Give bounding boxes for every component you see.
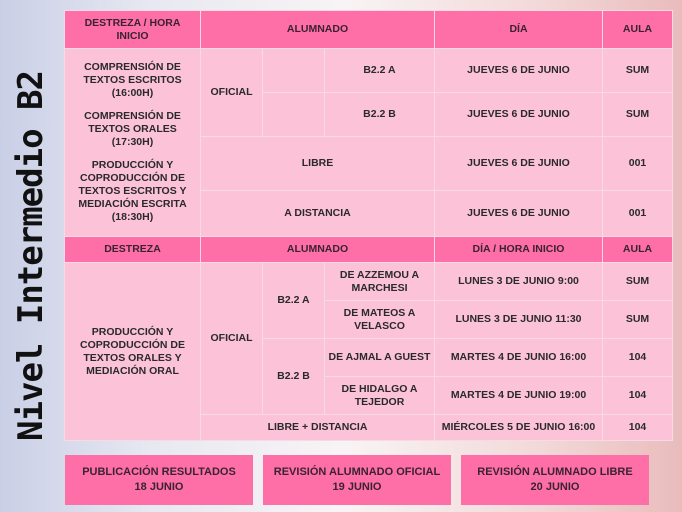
oficial-label: OFICIAL <box>201 49 263 137</box>
destreza-item: COMPRENSIÓN DE TEXTOS ORALES (17:30H) <box>84 110 181 148</box>
footer-title: REVISIÓN ALUMNADO OFICIAL <box>273 466 441 478</box>
day-cell: LUNES 3 DE JUNIO 11:30 <box>435 301 603 339</box>
header-aula: AULA <box>603 237 673 263</box>
header-aula: AULA <box>603 11 673 49</box>
table-header-row <box>65 237 673 263</box>
name-range-cell: DE MATEOS A VELASCO <box>325 301 435 339</box>
room-cell: 001 <box>603 137 673 191</box>
exam-schedule-table <box>64 10 673 441</box>
table-header-row <box>65 11 673 49</box>
destreza-written-cell <box>65 49 201 237</box>
room-cell: SUM <box>603 301 673 339</box>
footer-date: 20 JUNIO <box>530 481 580 493</box>
group-cell: B2.2 A <box>325 49 435 93</box>
room-cell: 104 <box>603 415 673 441</box>
room-cell: 001 <box>603 191 673 237</box>
room-cell: 104 <box>603 377 673 415</box>
name-range-cell: DE AJMAL A GUEST <box>325 339 435 377</box>
day-cell: MARTES 4 DE JUNIO 19:00 <box>435 377 603 415</box>
empty-cell <box>263 93 325 137</box>
footer-date: 18 JUNIO <box>134 481 184 493</box>
group-cell: A DISTANCIA <box>201 191 435 237</box>
destreza-oral-cell: PRODUCCIÓN Y COPRODUCCIÓN DE TEXTOS ORALES Y MEDIACIÓN ORAL <box>65 263 201 441</box>
header-alumnado: ALUMNADO <box>201 237 435 263</box>
name-range-cell: DE AZZEMOU A MARCHESI <box>325 263 435 301</box>
header-destreza: DESTREZA <box>65 237 201 263</box>
room-cell: SUM <box>603 263 673 301</box>
oficial-label: OFICIAL <box>201 263 263 415</box>
empty-cell <box>263 49 325 93</box>
header-destreza-hora: DESTREZA / HORA INICIO <box>65 11 201 49</box>
free-review-box <box>461 455 649 505</box>
day-cell: JUEVES 6 DE JUNIO <box>435 93 603 137</box>
room-cell: 104 <box>603 339 673 377</box>
room-cell: SUM <box>603 49 673 93</box>
vertical-title <box>0 0 62 512</box>
room-cell: SUM <box>603 93 673 137</box>
group-cell: B2.2 B <box>325 93 435 137</box>
official-review-box <box>263 455 451 505</box>
group-cell: LIBRE + DISTANCIA <box>201 415 435 441</box>
day-cell: JUEVES 6 DE JUNIO <box>435 137 603 191</box>
day-cell: MIÉRCOLES 5 DE JUNIO 16:00 <box>435 415 603 441</box>
header-dia: DÍA <box>435 11 603 49</box>
destreza-item: PRODUCCIÓN Y COPRODUCCIÓN DE TEXTOS ESCRITOS Y MEDIACIÓN ESCRITA (18:30H) <box>78 159 187 223</box>
table-row <box>65 49 673 93</box>
results-publication-box <box>65 455 253 505</box>
day-cell: MARTES 4 DE JUNIO 16:00 <box>435 339 603 377</box>
header-alumnado: ALUMNADO <box>201 11 435 49</box>
level-title: Nivel Intermedio B2 <box>11 71 51 441</box>
footer-title: PUBLICACIÓN RESULTADOS <box>82 466 236 478</box>
name-range-cell: DE HIDALGO A TEJEDOR <box>325 377 435 415</box>
group-cell: B2.2 A <box>263 263 325 339</box>
day-cell: JUEVES 6 DE JUNIO <box>435 49 603 93</box>
day-cell: JUEVES 6 DE JUNIO <box>435 191 603 237</box>
footer-date: 19 JUNIO <box>332 481 382 493</box>
table-row <box>65 263 673 301</box>
group-cell: LIBRE <box>201 137 435 191</box>
day-cell: LUNES 3 DE JUNIO 9:00 <box>435 263 603 301</box>
header-dia-hora: DÍA / HORA INICIO <box>435 237 603 263</box>
group-cell: B2.2 B <box>263 339 325 415</box>
footer-title: REVISIÓN ALUMNADO LIBRE <box>477 466 633 478</box>
destreza-item: COMPRENSIÓN DE TEXTOS ESCRITOS (16:00H) <box>83 61 182 99</box>
